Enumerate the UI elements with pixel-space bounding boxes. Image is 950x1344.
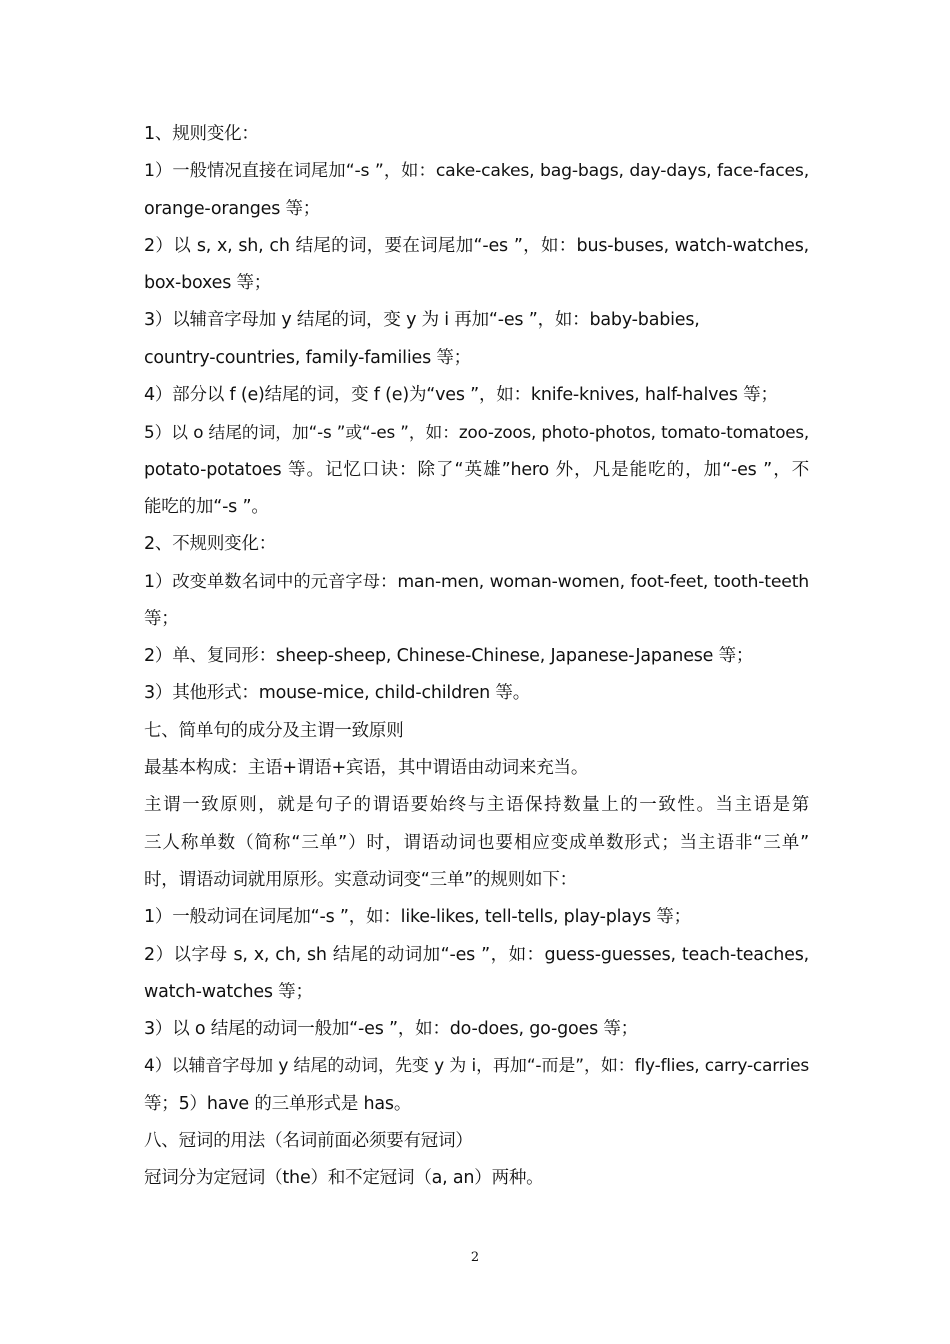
text-line-26: 4）以辅音字母加 y 结尾的动词，先变 y 为 i，再加“-而是”，如：fly-flies, carry-carries xyxy=(144,1056,809,1077)
text-line-3: orange-oranges 等； xyxy=(144,198,321,219)
text-line-22: 1）一般动词在词尾加“-s ”，如：like-likes, tell-tells, play-plays 等； xyxy=(144,907,691,928)
text-line-15: 2）单、复同形：sheep-sheep, Chinese-Chinese, Japanese-Japanese 等； xyxy=(144,646,754,667)
text-line-14: 等； xyxy=(144,608,179,629)
text-line-10: potato-potatoes 等。记忆口诀：除了“英雄”hero 外，凡是能吃的，加“-es ”，不 xyxy=(144,459,809,480)
text-line-13: 1）改变单数名词中的元音字母：man-men, woman-women, foot-feet, tooth-teeth xyxy=(144,571,809,592)
text-line-25: 3）以 o 结尾的动词一般加“-es ”，如：do-does, go-goes 等； xyxy=(144,1019,638,1040)
text-line-21: 时，谓语动词就用原形。实意动词变“三单”的规则如下： xyxy=(144,869,577,890)
text-line-19: 主谓一致原则，就是句子的谓语要始终与主语保持数量上的一致性。当主语是第 xyxy=(144,795,809,816)
text-line-7: country-countries, family-families 等； xyxy=(144,347,471,368)
text-line-1: 1、规则变化： xyxy=(144,124,259,144)
text-line-2: 1）一般情况直接在词尾加“-s ”，如：cake-cakes, bag-bags, day-days, face-faces, xyxy=(144,161,809,182)
text-line-27: 等；5）have 的三单形式是 has。 xyxy=(144,1093,412,1114)
text-line-4: 2）以 s, x, sh, ch 结尾的词，要在词尾加“-es ”，如：bus-buses, watch-watches, xyxy=(144,235,809,256)
text-line-16: 3）其他形式：mouse-mice, child-children 等。 xyxy=(144,683,531,704)
text-line-9: 5）以 o 结尾的词，加“-s ”或“-es ”，如：zoo-zoos, photo-photos, tomato-tomatoes, xyxy=(144,422,809,443)
text-line-20: 三人称单数（简称“三单”）时，谓语动词也要相应变成单数形式；当主语非“三单” xyxy=(144,832,809,853)
text-line-24: watch-watches 等； xyxy=(144,981,313,1002)
text-line-5: box-boxes 等； xyxy=(144,273,272,294)
section-heading-8: 八、冠词的用法（名词前面必须要有冠词） xyxy=(144,1131,473,1152)
text-line-29: 冠词分为定冠词（the）和不定冠词（a, an）两种。 xyxy=(144,1168,544,1189)
text-line-18: 最基本构成：主语+谓语+宾语，其中谓语由动词来充当。 xyxy=(144,758,589,779)
page-number: 2 xyxy=(470,1250,480,1265)
text-line-11: 能吃的加“-s ”。 xyxy=(144,496,269,517)
text-line-6: 3）以辅音字母加 y 结尾的词，变 y 为 i 再加“-es ”，如：baby-babies, xyxy=(144,310,700,331)
section-heading-7: 七、简单句的成分及主谓一致原则 xyxy=(144,720,404,741)
text-line-8: 4）部分以 f (e)结尾的词，变 f (e)为“ves ”，如：knife-knives, half-halves 等； xyxy=(144,385,778,406)
text-line-23: 2）以字母 s, x, ch, sh 结尾的动词加“-es ”，如：guess-guesses, teach-teaches, xyxy=(144,944,809,965)
document-body xyxy=(144,116,809,1198)
text-line-12: 2、不规则变化： xyxy=(144,534,277,555)
